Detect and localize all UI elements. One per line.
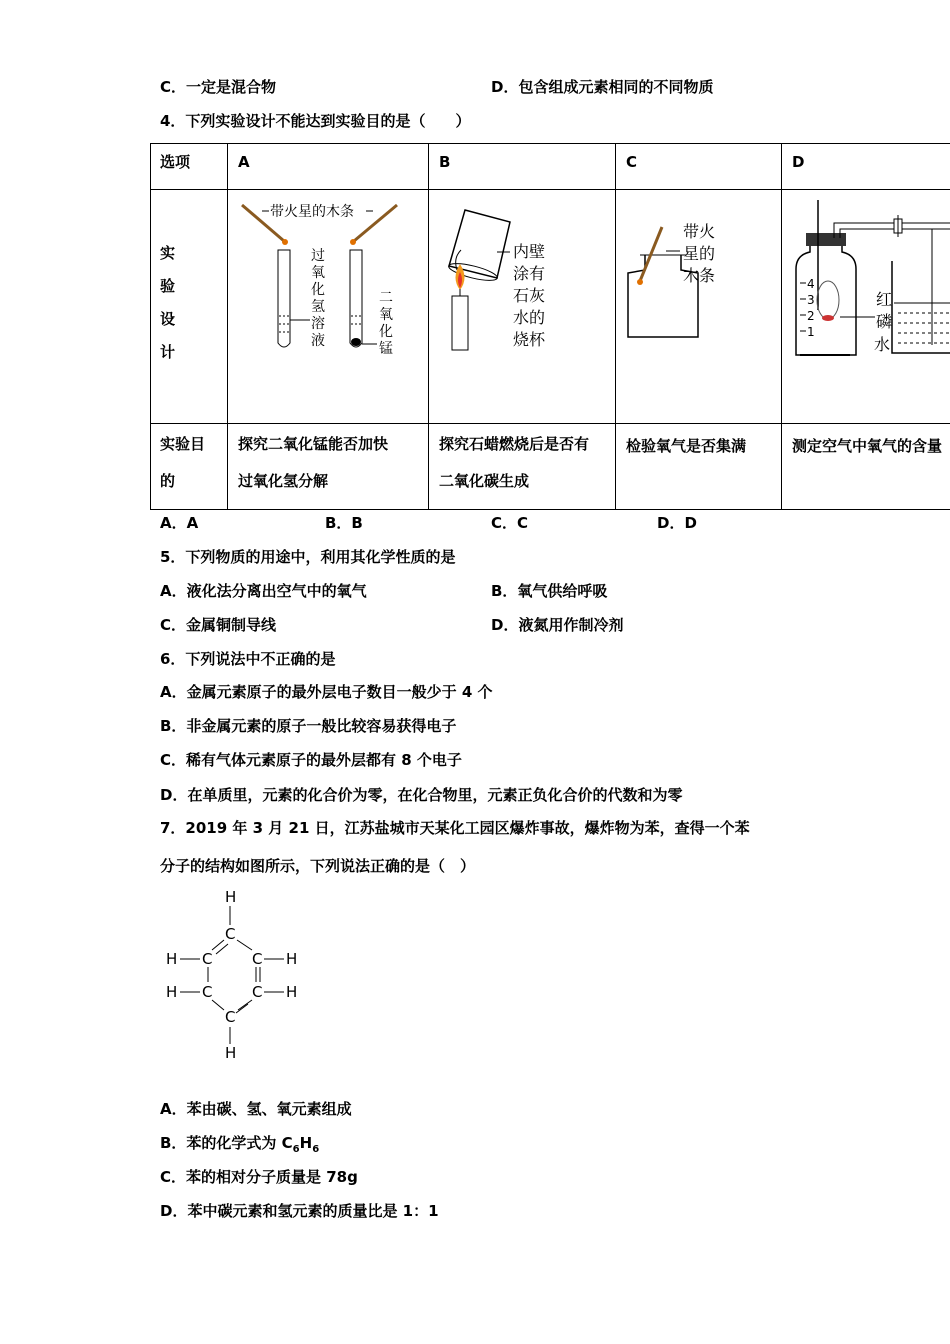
atom-c-lower-left: C xyxy=(202,983,213,1001)
mno2-solid xyxy=(351,338,361,346)
label-lin: 磷 xyxy=(876,312,893,331)
q7-option-c: C．苯的相对分子质量是 78g xyxy=(160,1168,358,1186)
label-yang: 氧 xyxy=(311,265,325,281)
label-c-2: 星的 xyxy=(683,244,716,263)
purpose-d: 测定空气中氧气的含量 xyxy=(792,437,943,455)
q5-option-c: C．金属铜制导线 xyxy=(160,616,277,634)
row-label-design-2: 验 xyxy=(160,277,176,295)
q3-option-c: C．一定是混合物 xyxy=(160,78,277,96)
q7-stem-line2: 分子的结构如图所示，下列说法正确的是（ ） xyxy=(160,857,476,875)
q4-option-a: A．A xyxy=(160,514,199,532)
q5-option-b: B．氧气供给呼吸 xyxy=(491,582,608,600)
atom-h-lower-left: H xyxy=(166,983,178,1001)
row-label-purpose-2: 的 xyxy=(160,472,176,490)
atom-h-bottom: H xyxy=(225,1044,237,1062)
atom-h-lower-right: H xyxy=(286,983,298,1001)
label-hua: 化 xyxy=(311,282,325,298)
q7-option-b xyxy=(160,1133,319,1160)
q4-option-d: D．D xyxy=(657,514,697,532)
col-header-option: 选项 xyxy=(160,153,191,171)
row-label-design-3: 设 xyxy=(160,310,176,328)
atom-c-upper-left: C xyxy=(202,950,213,968)
purpose-b-line2: 二氧化碳生成 xyxy=(439,472,530,490)
label-b-3: 石灰 xyxy=(513,286,546,305)
label-shui: 水 xyxy=(874,335,891,354)
atom-h-top: H xyxy=(225,888,237,906)
label-rong: 溶 xyxy=(311,316,325,332)
q7-option-a: A．苯由碳、氢、氧元素组成 xyxy=(160,1100,352,1118)
atom-c-top: C xyxy=(225,925,236,943)
mark-1: 1 xyxy=(807,325,815,339)
purpose-c: 检验氧气是否集满 xyxy=(626,437,747,455)
label-b-1: 内壁 xyxy=(513,242,546,261)
col-header-b: B xyxy=(439,153,451,171)
q7-option-b-text: B．苯的化学式为 C xyxy=(160,1134,293,1152)
mark-3: 3 xyxy=(807,293,815,307)
q6-stem: 6．下列说法中不正确的是 xyxy=(160,650,336,668)
label-b-5: 烧杯 xyxy=(513,330,546,349)
q6-option-a: A．金属元素原子的最外层电子数目一般少于 4 个 xyxy=(160,683,493,701)
label-yang2: 氧 xyxy=(379,307,393,323)
test-tube-right xyxy=(350,250,362,347)
water-beaker xyxy=(892,261,950,353)
label-guo: 过 xyxy=(311,248,325,264)
q3-option-d: D．包含组成元素相同的不同物质 xyxy=(491,78,714,96)
q4-option-b: B．B xyxy=(325,514,363,532)
figure-d-red-phosphorus xyxy=(790,195,950,365)
q5-stem: 5．下列物质的用途中，利用其化学性质的是 xyxy=(160,548,456,566)
figure-a-decomposition xyxy=(232,195,412,370)
q4-stem: 4．下列实验设计不能达到实验目的是（ ） xyxy=(160,112,471,130)
label-hong: 红 xyxy=(876,290,893,309)
q7-stem-line1: 7．2019 年 3 月 21 日，江苏盐城市天某化工园区爆炸事故，爆炸物为苯，查得一个苯 xyxy=(160,819,750,837)
q6-option-d: D．在单质里，元素的化合价为零，在化合物里，元素正负化合价的代数和为零 xyxy=(160,786,683,804)
subscript-6-h: 6 xyxy=(312,1144,320,1155)
mark-2: 2 xyxy=(807,309,815,323)
col-header-d: D xyxy=(792,153,805,171)
q6-option-c: C．稀有气体元素原子的最外层都有 8 个电子 xyxy=(160,751,462,769)
label-hua2: 化 xyxy=(379,324,393,340)
row-label-design-1: 实 xyxy=(160,244,176,262)
label-c-3: 木条 xyxy=(683,266,716,285)
benzene-structure xyxy=(160,882,310,1062)
col-header-c: C xyxy=(626,153,638,171)
row-label-design-4: 计 xyxy=(160,343,176,361)
label-b-2: 涂有 xyxy=(513,264,546,283)
ember-left xyxy=(282,239,288,245)
subscript-6-c: 6 xyxy=(292,1144,300,1155)
figure-c-bottle xyxy=(620,215,780,345)
atom-h-upper-left: H xyxy=(166,950,178,968)
candle xyxy=(452,296,468,350)
wooden-stick-right xyxy=(354,205,397,241)
purpose-b-line1: 探究石蜡燃烧后是否有 xyxy=(439,435,590,453)
q7-option-b-h: H xyxy=(299,1134,313,1152)
col-header-a: A xyxy=(238,153,250,171)
stick-label: 带火星的木条 xyxy=(270,204,354,220)
wooden-stick-c xyxy=(640,227,662,281)
q4-option-c: C．C xyxy=(491,514,529,532)
smoke xyxy=(817,281,839,319)
label-c-1: 带火 xyxy=(683,222,716,241)
label-er: 二 xyxy=(379,290,393,306)
collection-bottle xyxy=(796,245,856,355)
purpose-a-line2: 过氧化氢分解 xyxy=(238,472,329,490)
label-meng: 锰 xyxy=(379,341,393,357)
ember-right xyxy=(350,239,356,245)
purpose-a-line1: 探究二氧化锰能否加快 xyxy=(238,435,389,453)
q5-option-d: D．液氮用作制冷剂 xyxy=(491,616,624,634)
atom-c-upper-right: C xyxy=(252,950,263,968)
q5-option-a: A．液化法分离出空气中的氧气 xyxy=(160,582,367,600)
mark-4: 4 xyxy=(807,277,815,291)
figure-b-candle xyxy=(435,200,610,360)
row-label-purpose-1: 实验目 xyxy=(160,435,206,453)
label-b-4: 水的 xyxy=(513,308,546,327)
label-qing: 氢 xyxy=(311,299,325,315)
q6-option-b: B．非金属元素的原子一般比较容易获得电子 xyxy=(160,717,457,735)
q7-option-d: D．苯中碳元素和氢元素的质量比是 1：1 xyxy=(160,1202,439,1220)
label-ye: 液 xyxy=(311,333,325,349)
atom-c-lower-right: C xyxy=(252,983,263,1001)
atom-h-upper-right: H xyxy=(286,950,298,968)
atom-c-bottom: C xyxy=(225,1008,236,1026)
